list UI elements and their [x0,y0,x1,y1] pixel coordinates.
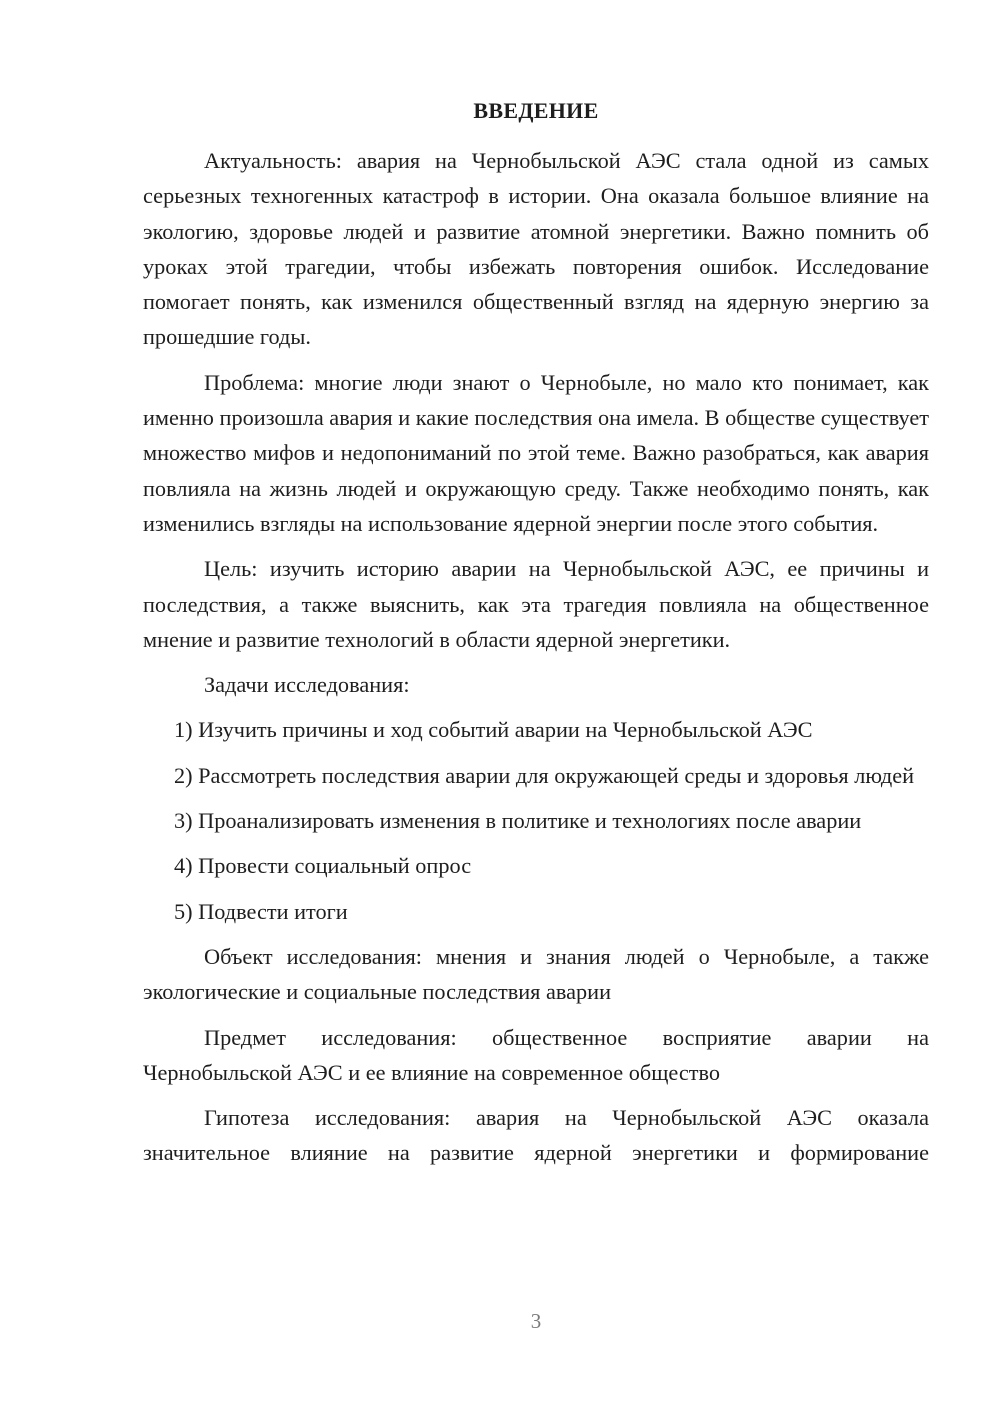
paragraph-relevance: Актуальность: авария на Чернобыльской АЭС стала одной из самых серьезных техногенных катастроф в истории. Она оказала большое влияние на экологию, здоровье людей и развитие атомной энергетики. Важно помнить об уроках этой трагедии, чтобы избежать повторения ошибок. Исследование помогает понять, как изменился общественный взгляд на ядерную энергию за прошедшие годы. [143,148,929,350]
paragraph-problem: Проблема: многие люди знают о Чернобыле, но мало кто понимает, как именно произошла авария и какие последствия она имела. В обществе существует множество мифов и недопониманий по этой теме. Важно разобраться, как авария повлияла на жизнь людей и окружающую среду. Также необходимо понять, как изменились взгляды на использование ядерной энергии после этого события. [143,369,929,536]
task-item-5: 5) Подвести итоги [174,898,348,924]
paragraph-subject: Предмет исследования: общественное восприятие аварии на Чернобыльской АЭС и ее влияние на современное общество [143,1024,929,1085]
paragraph-hypothesis: Гипотеза исследования: авария на Чернобыльской АЭС оказала значительное влияние на развитие ядерной энергетики и формирование [143,1105,929,1166]
task-item-3: 3) Проанализировать изменения в политике и технологиях после аварии [174,808,862,834]
tasks-heading: Задачи исследования: [204,672,410,698]
paragraph-goal: Цель: изучить историю аварии на Чернобыльской АЭС, ее причины и последствия, а также выяснить, как эта трагедия повлияла на общественное мнение и развитие технологий в области ядерной энергетики. [143,556,929,652]
task-item-1: 1) Изучить причины и ход событий аварии на Чернобыльской АЭС [174,717,813,743]
document-body [143,143,929,1181]
task-item-2: 2) Рассмотреть последствия аварии для окружающей среды и здоровья людей [174,762,915,788]
page-title: ВВЕДЕНИЕ [473,98,599,123]
paragraph-object: Объект исследования: мнения и знания людей о Чернобыле, а также экологические и социальные последствия аварии [143,943,929,1005]
task-item-4: 4) Провести социальный опрос [174,853,472,879]
page-number: 3 [530,1309,542,1333]
